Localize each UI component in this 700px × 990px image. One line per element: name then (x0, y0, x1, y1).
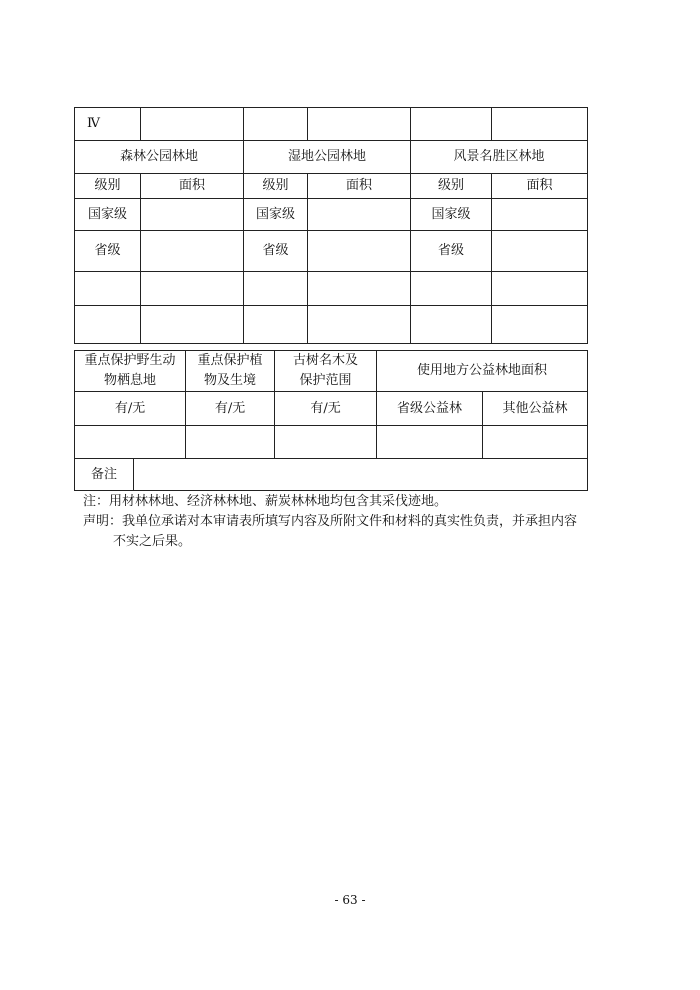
empty-cell[interactable] (411, 272, 492, 306)
area-header: 面积 (492, 174, 588, 199)
forest-park-header: 森林公园林地 (75, 141, 244, 174)
empty-cell[interactable] (275, 426, 377, 459)
empty-cell[interactable] (141, 306, 244, 344)
header-line: 保护范围 (299, 373, 352, 388)
empty-cell[interactable] (75, 272, 141, 306)
national-level-label: 国家级 (75, 199, 141, 231)
provincial-level-label: 省级 (75, 231, 141, 272)
empty-cell[interactable] (492, 108, 588, 141)
header-line: 重点保护野生动 (84, 353, 176, 368)
empty-cell[interactable] (492, 306, 588, 344)
page-number: - 63 - (334, 893, 366, 907)
provincial-level-label: 省级 (411, 231, 492, 272)
other-public-forest-label: 其他公益林 (483, 392, 588, 426)
forest-land-table (74, 107, 588, 344)
empty-cell[interactable] (411, 306, 492, 344)
empty-cell[interactable] (244, 306, 308, 344)
yes-no-label: 有/无 (186, 392, 275, 426)
empty-cell[interactable] (308, 108, 411, 141)
empty-cell[interactable] (75, 306, 141, 344)
provincial-public-forest-label: 省级公益林 (377, 392, 483, 426)
area-header: 面积 (141, 174, 244, 199)
statement-text: 声明：我单位承诺对本审请表所填写内容及所附文件和材料的真实性负责，并承担内容 (83, 514, 578, 529)
area-input-cell[interactable] (141, 231, 244, 272)
note-text: 注：用材林林地、经济林林地、薪炭林林地均包含其采伐迹地。 (83, 494, 448, 509)
remarks-input-cell[interactable] (134, 459, 588, 491)
empty-cell[interactable] (141, 272, 244, 306)
empty-cell[interactable] (75, 426, 186, 459)
public-forest-area-header: 使用地方公益林地面积 (377, 351, 588, 392)
header-line: 重点保护植 (197, 353, 263, 368)
empty-cell[interactable] (141, 108, 244, 141)
area-input-cell[interactable] (308, 199, 411, 231)
empty-cell[interactable] (244, 272, 308, 306)
empty-cell[interactable] (483, 426, 588, 459)
national-level-label: 国家级 (411, 199, 492, 231)
scenic-area-header: 风景名胜区林地 (411, 141, 588, 174)
header-line: 物栖息地 (104, 373, 157, 388)
empty-cell[interactable] (308, 306, 411, 344)
empty-cell[interactable] (308, 272, 411, 306)
level-header: 级别 (411, 174, 492, 199)
empty-cell[interactable] (186, 426, 275, 459)
provincial-level-label: 省级 (244, 231, 308, 272)
level-header: 级别 (244, 174, 308, 199)
wetland-park-header: 湿地公园林地 (244, 141, 411, 174)
wildlife-habitat-header (75, 351, 186, 392)
ancient-trees-header (275, 351, 377, 392)
empty-cell[interactable] (492, 272, 588, 306)
yes-no-label: 有/无 (275, 392, 377, 426)
protection-table (74, 350, 588, 491)
empty-cell[interactable] (411, 108, 492, 141)
area-input-cell[interactable] (308, 231, 411, 272)
protected-plants-header (186, 351, 275, 392)
remarks-label: 备注 (75, 459, 134, 491)
empty-cell[interactable] (377, 426, 483, 459)
header-line: 古树名木及 (293, 353, 359, 368)
area-input-cell[interactable] (141, 199, 244, 231)
area-input-cell[interactable] (492, 199, 588, 231)
area-header: 面积 (308, 174, 411, 199)
notes-section (83, 492, 643, 552)
roman-numeral-cell: Ⅳ (75, 108, 141, 141)
empty-cell[interactable] (244, 108, 308, 141)
area-input-cell[interactable] (492, 231, 588, 272)
level-header: 级别 (75, 174, 141, 199)
statement-continuation: 不实之后果。 (113, 534, 192, 549)
national-level-label: 国家级 (244, 199, 308, 231)
header-line: 物及生境 (204, 373, 257, 388)
yes-no-label: 有/无 (75, 392, 186, 426)
